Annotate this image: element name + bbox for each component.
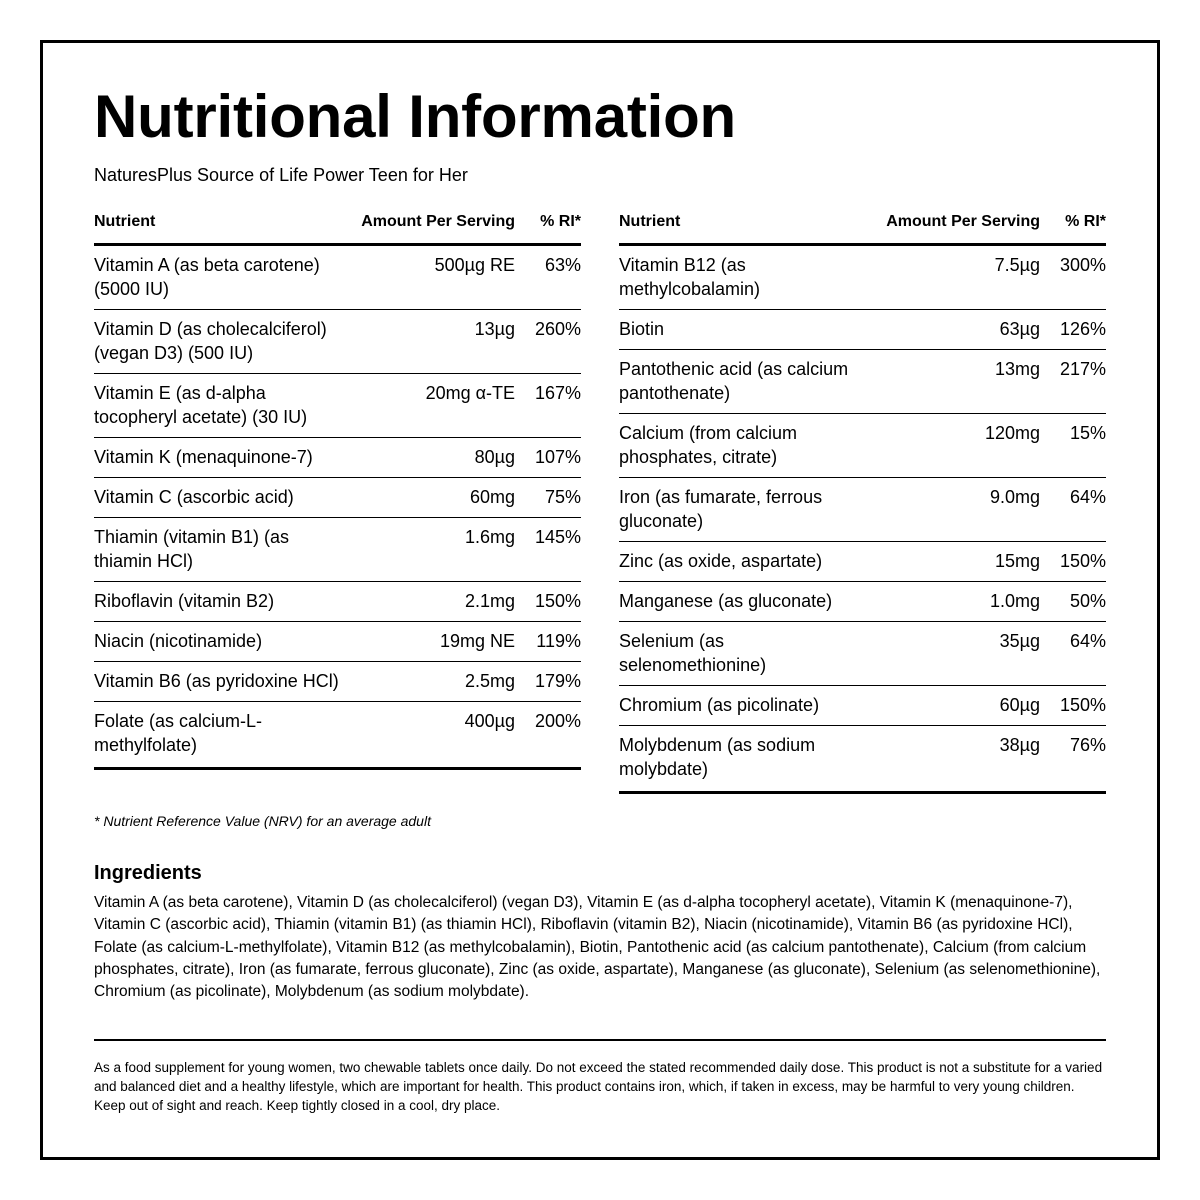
nutrient-ri: 200% — [534, 711, 581, 731]
page-title: Nutritional Information — [94, 83, 737, 150]
nutrient-ri: 64% — [1069, 487, 1106, 507]
nutrient-name: Manganese (as gluconate) — [619, 591, 833, 611]
nutrient-ri: 217% — [1059, 359, 1106, 379]
product-name: NaturesPlus Source of Life Power Teen for Her — [94, 165, 468, 185]
ri-footnote: * Nutrient Reference Value (NRV) for an average adult — [94, 813, 431, 829]
table-row — [94, 310, 581, 374]
nutrient-amount: 7.5µg — [994, 255, 1040, 275]
nutrient-amount: 63µg — [999, 319, 1040, 339]
nutrient-amount: 80µg — [474, 447, 515, 467]
nutrient-ri: 260% — [534, 319, 581, 339]
table-row — [619, 310, 1106, 350]
nutrient-name: Folate (as calcium-L-methylfolate) — [94, 711, 263, 755]
nutrient-amount: 120mg — [984, 423, 1040, 443]
table-row — [94, 518, 581, 582]
nutrient-ri: 150% — [1059, 551, 1106, 571]
nutrient-amount: 13mg — [994, 359, 1040, 379]
header-nutrient: Nutrient — [94, 213, 156, 230]
nutrient-ri: 167% — [534, 383, 581, 403]
nutrient-name: Molybdenum (as sodium molybdate) — [619, 735, 816, 779]
header-nutrient: Nutrient — [619, 213, 681, 230]
nutrient-ri: 75% — [544, 487, 581, 507]
table-row — [619, 686, 1106, 726]
table-row — [619, 414, 1106, 478]
table-row — [94, 438, 581, 478]
nutrient-ri: 107% — [534, 447, 581, 467]
nutrient-name: Niacin (nicotinamide) — [94, 631, 263, 651]
nutrient-amount: 19mg NE — [439, 631, 515, 651]
nutrient-ri: 150% — [534, 591, 581, 611]
nutrient-name: Thiamin (vitamin B1) (as thiamin HCl) — [94, 527, 290, 571]
nutrient-name: Biotin — [619, 319, 665, 339]
header-ri: % RI* — [1065, 213, 1106, 230]
table-row — [619, 622, 1106, 686]
nutrient-ri: 126% — [1059, 319, 1106, 339]
table-row — [94, 478, 581, 518]
nutrient-ri: 50% — [1069, 591, 1106, 611]
nutrient-ri: 179% — [534, 671, 581, 691]
table-row — [619, 726, 1106, 794]
nutrient-amount: 500µg RE — [434, 255, 515, 275]
table-header — [94, 213, 581, 246]
ingredients-heading: Ingredients — [94, 862, 202, 884]
nutrient-amount: 1.0mg — [989, 591, 1040, 611]
nutrient-amount: 20mg α-TE — [425, 383, 515, 403]
nutrient-ri: 145% — [534, 527, 581, 547]
header-ri: % RI* — [540, 213, 581, 230]
table-row — [94, 702, 581, 770]
nutrient-ri: 63% — [544, 255, 581, 275]
nutrient-name: Pantothenic acid (as calcium pantothenate) — [619, 359, 849, 403]
nutrient-amount: 13µg — [474, 319, 515, 339]
label-content — [94, 82, 1106, 1115]
nutrient-amount: 2.1mg — [464, 591, 515, 611]
nutrient-ri: 150% — [1059, 695, 1106, 715]
nutrient-ri: 76% — [1069, 735, 1106, 755]
nutrient-name: Zinc (as oxide, aspartate) — [619, 551, 823, 571]
nutrient-amount: 60µg — [999, 695, 1040, 715]
nutrient-amount: 400µg — [464, 711, 515, 731]
table-body — [94, 246, 581, 770]
table-row — [94, 662, 581, 702]
nutrient-table-right — [619, 213, 1106, 794]
nutrient-name: Vitamin B6 (as pyridoxine HCl) — [94, 671, 339, 691]
nutrient-amount: 1.6mg — [464, 527, 515, 547]
nutrient-name: Iron (as fumarate, ferrous gluconate) — [619, 487, 823, 531]
nutrient-ri: 119% — [536, 631, 581, 651]
header-amount: Amount Per Serving — [886, 213, 1040, 230]
nutrient-name: Chromium (as picolinate) — [619, 695, 820, 715]
table-row — [619, 542, 1106, 582]
nutrient-amount: 35µg — [999, 631, 1040, 651]
nutrient-name: Vitamin A (as beta carotene) (5000 IU) — [94, 255, 320, 299]
nutrient-amount: 15mg — [994, 551, 1040, 571]
table-row — [619, 582, 1106, 622]
nutrient-ri: 15% — [1069, 423, 1106, 443]
nutrient-tables — [94, 213, 1106, 794]
nutrient-amount: 9.0mg — [989, 487, 1040, 507]
nutrient-ri: 300% — [1059, 255, 1106, 275]
nutrient-name: Riboflavin (vitamin B2) — [94, 591, 275, 611]
divider — [94, 1039, 1106, 1041]
ingredients-text: Vitamin A (as beta carotene), Vitamin D (as cholecalciferol) (vegan D3), Vitamin E (as d-alpha tocopheryl acetate), Vitamin K (menaquinone-7), Vitamin C (ascorbic acid), Thiamin (vitamin B1) (as thiamin HCl), Riboflavin (vitamin B2), Niacin (nicotinamide), Vitamin B6 (as pyridoxine HCl), Folate (as calcium-L-methylfolate), Vitamin B12 (as methylcobalamin), Biotin, Pantothenic acid (as calcium pantothenate), Calcium (from calcium phosphates, citrate), Iron (as fumarate, ferrous gluconate), Zinc (as oxide, aspartate), Manganese (as gluconate), Selenium (as selenomethionine), Chromium (as picolinate), Molybdenum (as sodium molybdate). — [94, 894, 1101, 1001]
nutrient-name: Calcium (from calcium phosphates, citrate) — [619, 423, 798, 467]
nutrient-name: Vitamin K (menaquinone-7) — [94, 447, 313, 467]
table-row — [94, 622, 581, 662]
nutrient-amount: 60mg — [469, 487, 515, 507]
nutrient-name: Vitamin E (as d-alpha tocopheryl acetate) (30 IU) — [94, 383, 308, 427]
table-row — [619, 478, 1106, 542]
nutrient-table-left — [94, 213, 581, 794]
nutrient-name: Vitamin C (ascorbic acid) — [94, 487, 294, 507]
table-row — [94, 246, 581, 310]
nutrient-name: Selenium (as selenomethionine) — [619, 631, 767, 675]
nutrient-amount: 38µg — [999, 735, 1040, 755]
usage-warning: As a food supplement for young women, two chewable tablets once daily. Do not exceed the stated recommended daily dose. This product is not a substitute for a varied and balanced diet and a healthy lifestyle, which are important for health. This product contains iron, which, if taken in excess, may be harmful to very young children. Keep out of sight and reach. Keep tightly closed in a cool, dry place. — [94, 1060, 1103, 1113]
nutrient-name: Vitamin D (as cholecalciferol) (vegan D3) (500 IU) — [94, 319, 327, 363]
nutrient-ri: 64% — [1069, 631, 1106, 651]
table-row — [619, 246, 1106, 310]
nutrient-amount: 2.5mg — [464, 671, 515, 691]
table-row — [619, 350, 1106, 414]
nutrient-name: Vitamin B12 (as methylcobalamin) — [619, 255, 761, 299]
header-amount: Amount Per Serving — [361, 213, 515, 230]
table-row — [94, 582, 581, 622]
table-body — [619, 246, 1106, 794]
table-row — [94, 374, 581, 438]
table-header — [619, 213, 1106, 246]
